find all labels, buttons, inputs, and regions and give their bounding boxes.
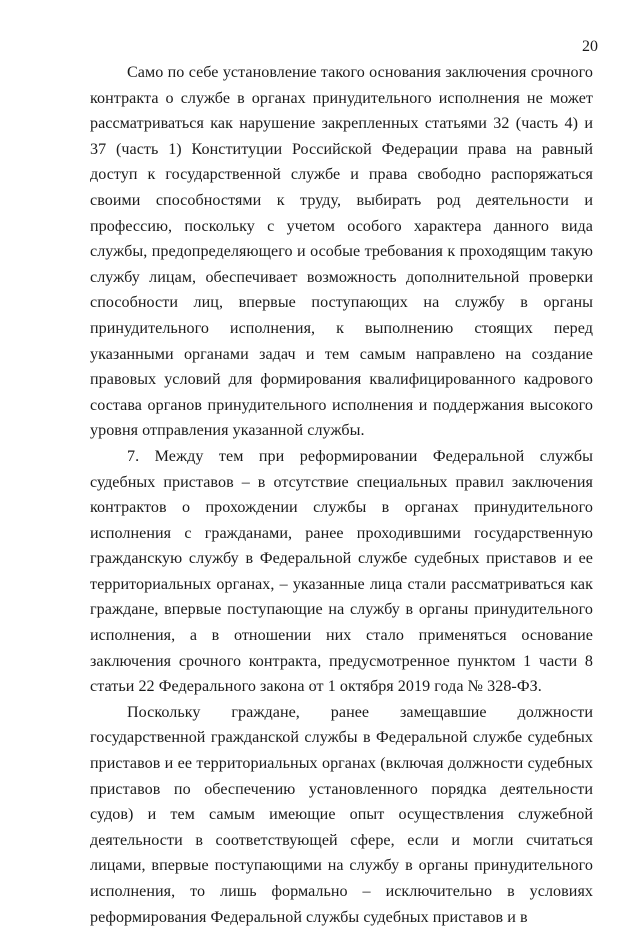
page-number: 20 — [582, 38, 598, 55]
paragraph-former-civil-servants: Поскольку граждане, ранее замещавшие должности государственной гражданской службы в Федеральной службе судебных приставов и ее территориальных органах (включая должности судебных приставов по обеспечению установленного порядка деятельности судов) и тем самым имеющие опыт осуществления служебной деятельности в соответствующей сфере, если и могли считаться лицами, впервые поступающими на службу в органы принудительного исполнения, то лишь формально – исключительно в условиях реформирования Федеральной службы судебных приставов и в — [90, 703, 593, 926]
paragraph-constitution-rights: Само по себе установление такого основания заключения срочного контракта о службе в органах принудительного исполнения не может рассматриваться как нарушение закрепленных статьями 32 (часть 4) и 37 (часть 1) Конституции Российской Федерации права на равный доступ к государственной службе и права свободно распоряжаться своими способностями к труду, выбирать род деятельности и профессию, поскольку с учетом особого характера данного вида службы, предопределяющего и особые требования к проходящим такую службу лицам, обеспечивает возможность дополнительной проверки способности лиц, впервые поступающих на службу в органы принудительного исполнения, к выполнению стоящих перед указанными органами задач и тем самым направлено на создание правовых условий для формирования квалифицированного кадрового состава органов принудительного исполнения и поддержания высокого уровня отправления указанной службы. — [90, 64, 593, 440]
paragraph-point-7: 7. Между тем при реформировании Федеральной службы судебных приставов – в отсутствие специальных правил заключения контрактов о прохождении службы в органах принудительного исполнения с гражданами, ранее проходившими государственную гражданскую службу в Федеральной службе судебных приставов и ее территориальных органах, – указанные лица стали рассматриваться как граждане, впервые поступающие на службу в органы принудительного исполнения, а в отношении них стало применяться основание заключения срочного контракта, предусмотренное пунктом 1 части 8 статьи 22 Федерального закона от 1 октября 2019 года № 328-ФЗ. — [90, 447, 593, 696]
document-body — [90, 60, 593, 930]
